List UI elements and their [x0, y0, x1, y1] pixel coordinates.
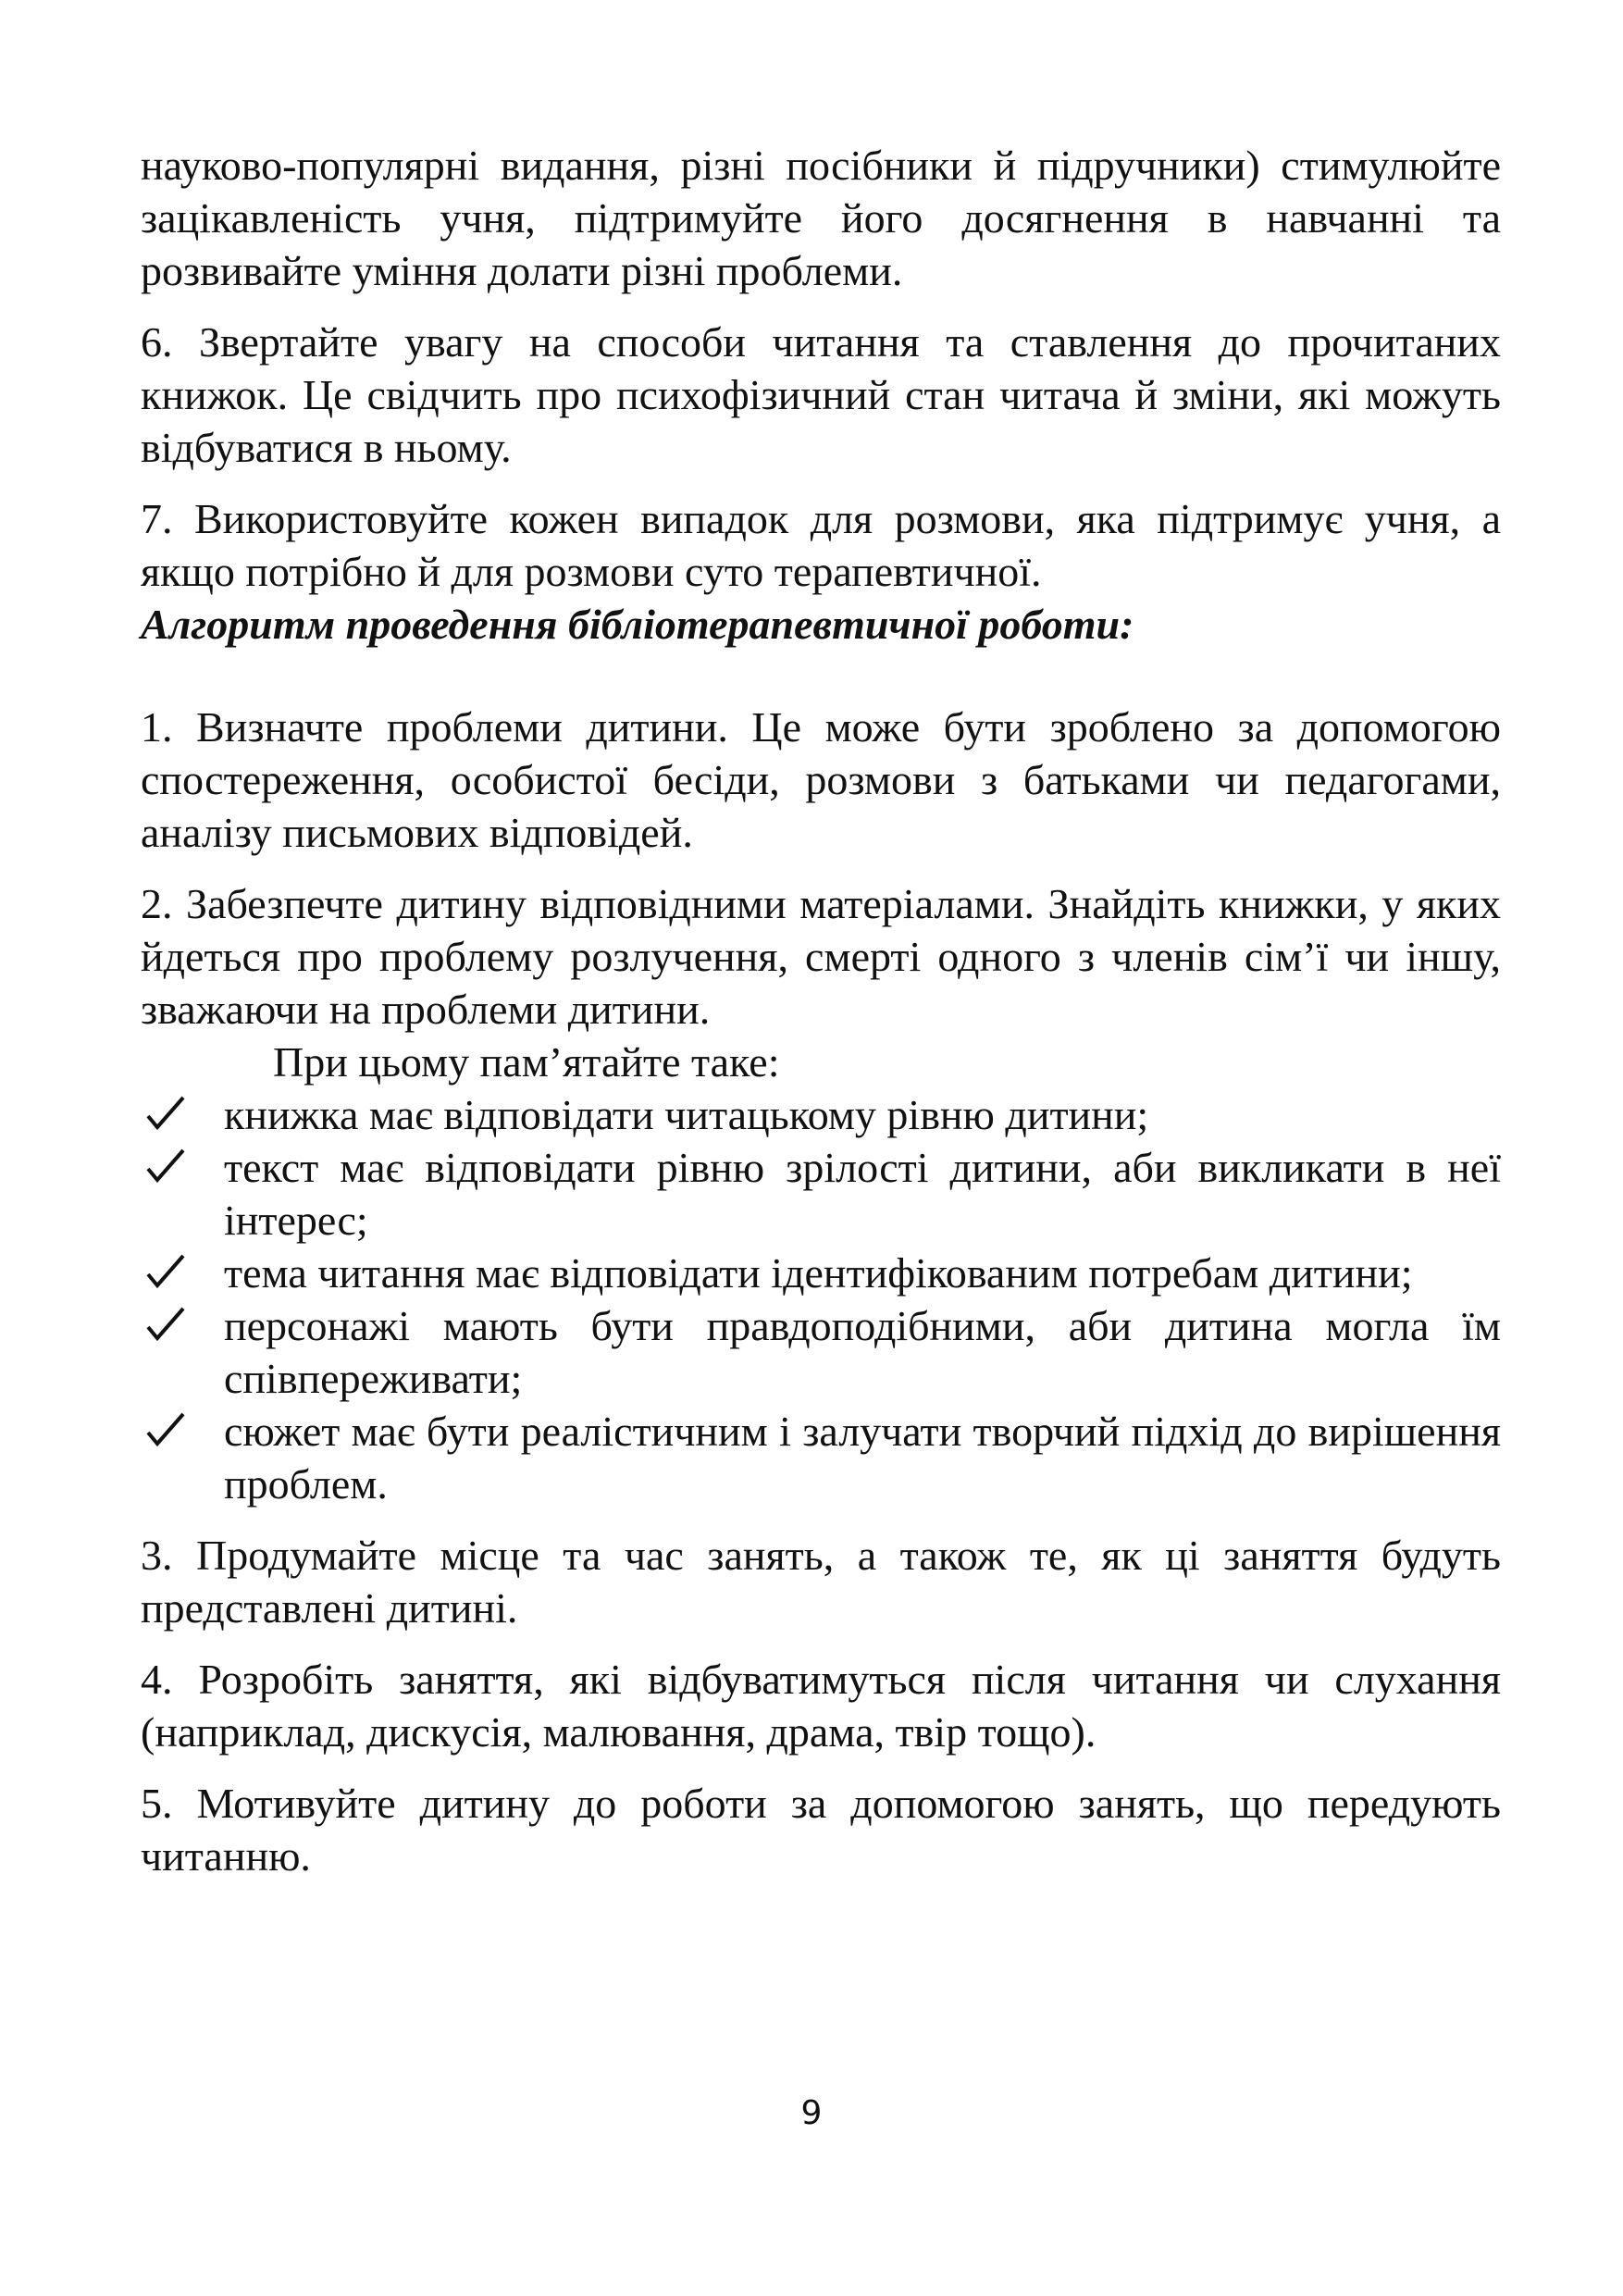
checklist-item-text: книжка має відповідати читацькому рівню дитини; — [224, 1091, 1149, 1138]
checkmark-icon — [142, 1405, 189, 1458]
checklist-item-text: тема читання має відповідати ідентифікованим потребам дитини; — [224, 1249, 1413, 1297]
checkmark-icon — [142, 1299, 189, 1352]
checklist-item-text: текст має відповідати рівню зрілості дитини, аби викликати в неї інтерес; — [224, 1144, 1501, 1244]
checklist-item — [141, 1141, 1501, 1247]
step-2: 2. Забезпечте дитину відповідними матеріалами. Знайдіть книжки, у яких йдеться про проблему розлучення, смерті одного з членів сім’ї чи іншу, зважаючи на проблеми дитини. — [141, 880, 1501, 1033]
paragraph-item-7: 7. Використовуйте кожен випадок для розмови, яка підтримує учня, а якщо потрібно й для розмови суто терапевтичної. — [141, 495, 1501, 595]
checklist-item — [141, 1247, 1501, 1299]
step-5: 5. Мотивуйте дитину до роботи за допомогою занять, що передують читанню. — [141, 1780, 1501, 1880]
step-4: 4. Розробіть заняття, які відбуватимуться після читання чи слухання (наприклад, дискусія, малювання, драма, твір тощо). — [141, 1656, 1501, 1756]
checkmark-icon — [142, 1088, 189, 1141]
checklist-item-text: сюжет має бути реалістичним і залучати творчий підхід до вирішення проблем. — [224, 1408, 1501, 1508]
requirements-checklist — [141, 1088, 1501, 1510]
checklist-item — [141, 1088, 1501, 1141]
checkmark-icon — [142, 1141, 189, 1194]
checklist-item — [141, 1405, 1501, 1510]
step-1: 1. Визначте проблеми дитини. Це може бути зроблено за допомогою спостереження, особистої бесіди, розмови з батьками чи педагогами, аналізу письмових відповідей. — [141, 703, 1501, 856]
paragraph-intro: науково-популярні видання, різні посібники й підручники) стимулюйте зацікавленість учня, підтримуйте його досягнення в навчанні та розвивайте уміння долати різні проблеми. — [141, 142, 1501, 294]
checkmark-icon — [142, 1247, 189, 1299]
reminder-intro: При цьому пам’ятайте таке: — [273, 1038, 780, 1086]
page-number: 9 — [800, 2094, 823, 2132]
paragraph-item-6: 6. Звертайте увагу на способи читання та ставлення до прочитаних книжок. Це свідчить про психофізичний стан читача й зміни, які можуть відбуватися в ньому. — [141, 318, 1501, 471]
section-heading: Алгоритм проведення бібліотерапевтичної роботи: — [141, 601, 1134, 648]
page-content — [141, 139, 1501, 1882]
step-3: 3. Продумайте місце та час занять, а також те, як ці заняття будуть представлені дитині. — [141, 1532, 1501, 1632]
checklist-item — [141, 1299, 1501, 1405]
checklist-item-text: персонажі мають бути правдоподібними, аби дитина могла їм співпереживати; — [224, 1302, 1501, 1402]
